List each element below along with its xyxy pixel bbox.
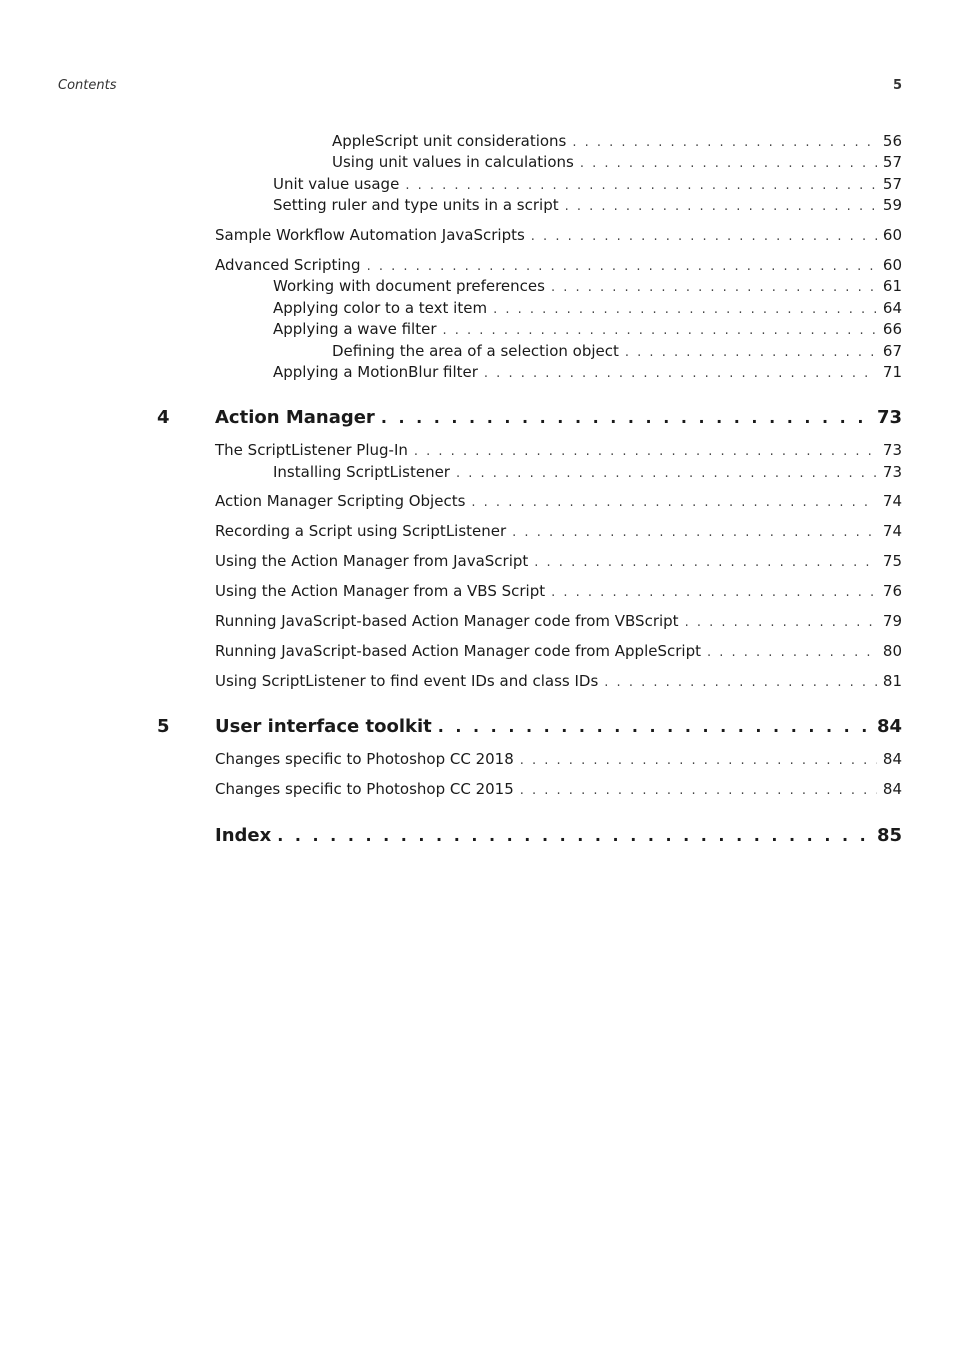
toc-entry-title: AppleScript unit considerations [332, 132, 567, 150]
toc-entry[interactable] [215, 671, 902, 691]
toc-entry-title: Setting ruler and type units in a script [273, 196, 559, 214]
toc-entry-page-number: 64 [882, 299, 902, 317]
running-header-page-number: 5 [892, 78, 902, 93]
toc-entry-page-number: 73 [882, 463, 902, 481]
dot-leader [471, 493, 877, 513]
dot-leader [405, 176, 877, 196]
toc-entry-title: Action Manager [215, 407, 375, 428]
toc-entry[interactable] [215, 581, 902, 601]
dot-leader [580, 154, 877, 174]
toc-entry[interactable] [273, 298, 902, 318]
dot-leader [512, 523, 877, 543]
toc-entry[interactable] [215, 225, 902, 245]
toc-entry-title: Defining the area of a selection object [332, 342, 619, 360]
toc-entry-page-number: 84 [882, 780, 902, 798]
toc-entry-title: Sample Workflow Automation JavaScripts [215, 226, 525, 244]
toc-entry-title: Running JavaScript-based Action Manager code from AppleScript [215, 642, 701, 660]
dot-leader [551, 583, 877, 603]
dot-leader [520, 781, 877, 801]
toc-entry-page-number: 67 [882, 342, 902, 360]
toc-entry[interactable] [215, 521, 902, 541]
toc-entry-title: Applying color to a text item [273, 299, 488, 317]
dot-leader [414, 442, 877, 462]
dot-leader [534, 553, 877, 573]
toc-entry[interactable] [273, 174, 902, 194]
toc-entry-page-number: 74 [882, 522, 902, 540]
toc-entry-page-number: 73 [876, 407, 902, 428]
toc-entry[interactable] [332, 131, 902, 151]
dot-leader [493, 300, 877, 320]
toc-entry[interactable] [215, 491, 902, 511]
dot-leader [456, 464, 877, 484]
toc-entry[interactable] [215, 611, 902, 631]
toc-entry[interactable] [273, 362, 902, 382]
toc-entry-page-number: 84 [876, 716, 902, 737]
dot-leader [443, 321, 877, 341]
toc-entry-page-number: 73 [882, 441, 902, 459]
toc-entry[interactable] [215, 551, 902, 571]
toc-entry[interactable] [215, 779, 902, 799]
toc-entry-title: Applying a wave filter [273, 320, 437, 338]
toc-entry[interactable] [215, 440, 902, 460]
toc-entry[interactable] [273, 319, 902, 339]
toc-entry-page-number: 61 [882, 277, 902, 295]
toc-entry-title: Installing ScriptListener [273, 463, 450, 481]
dot-leader [381, 406, 871, 430]
toc-chapter-entry[interactable] [215, 824, 902, 848]
toc-entry-page-number: 80 [882, 642, 902, 660]
dot-leader [438, 715, 871, 739]
toc-entry-page-number: 59 [882, 196, 902, 214]
toc-entry-title: User interface toolkit [215, 716, 432, 737]
dot-leader [277, 824, 871, 848]
toc-entry-title: Using the Action Manager from JavaScript [215, 552, 529, 570]
toc-entry-page-number: 74 [882, 492, 902, 510]
toc-entry-page-number: 56 [882, 132, 902, 150]
toc-entry-title: Using the Action Manager from a VBS Script [215, 582, 546, 600]
dot-leader [707, 643, 877, 663]
toc-entry-title: Advanced Scripting [215, 256, 361, 274]
toc-entry-page-number: 81 [882, 672, 902, 690]
page-header [58, 78, 902, 96]
toc-entry-title: Using ScriptListener to find event IDs and class IDs [215, 672, 599, 690]
toc-chapter-entry[interactable] [215, 406, 902, 430]
toc-entry-page-number: 75 [882, 552, 902, 570]
toc-chapter-entry[interactable] [215, 715, 902, 739]
toc-entry-page-number: 57 [882, 153, 902, 171]
toc-entry[interactable] [273, 195, 902, 215]
dot-leader [484, 364, 877, 384]
toc-entry-title: Recording a Script using ScriptListener [215, 522, 507, 540]
toc-entry-title: Index [215, 825, 272, 846]
toc-entry-title: Applying a MotionBlur filter [273, 363, 478, 381]
toc-entry-page-number: 76 [882, 582, 902, 600]
toc-entry-page-number: 84 [882, 750, 902, 768]
toc-entry[interactable] [215, 641, 902, 661]
toc-entry-title: Using unit values in calculations [332, 153, 574, 171]
dot-leader [565, 197, 877, 217]
dot-leader [572, 133, 877, 153]
toc-entry-page-number: 71 [882, 363, 902, 381]
toc-entry[interactable] [332, 341, 902, 361]
toc-entry-title: Action Manager Scripting Objects [215, 492, 466, 510]
toc-entry-title: Running JavaScript-based Action Manager code from VBScript [215, 612, 679, 630]
dot-leader [604, 673, 877, 693]
toc-entry-page-number: 60 [882, 226, 902, 244]
toc-entry-title: The ScriptListener Plug-In [215, 441, 408, 459]
chapter-number: 5 [157, 716, 170, 737]
toc-entry[interactable] [273, 276, 902, 296]
toc-entry-title: Changes specific to Photoshop CC 2018 [215, 750, 514, 768]
toc-entry[interactable] [332, 152, 902, 172]
dot-leader [685, 613, 877, 633]
toc-entry-title: Unit value usage [273, 175, 400, 193]
toc-entry-page-number: 66 [882, 320, 902, 338]
toc-entry[interactable] [215, 749, 902, 769]
toc-entry[interactable] [215, 255, 902, 275]
dot-leader [367, 257, 877, 277]
toc-entry-page-number: 60 [882, 256, 902, 274]
dot-leader [625, 343, 877, 363]
toc-entry-page-number: 85 [876, 825, 902, 846]
dot-leader [531, 227, 877, 247]
dot-leader [520, 751, 877, 771]
toc-entry[interactable] [273, 462, 902, 482]
chapter-number: 4 [157, 407, 170, 428]
dot-leader [551, 278, 877, 298]
toc-entry-page-number: 79 [882, 612, 902, 630]
running-header-title: Contents [58, 78, 117, 93]
toc-entry-title: Working with document preferences [273, 277, 545, 295]
toc-entry-title: Changes specific to Photoshop CC 2015 [215, 780, 514, 798]
toc-entry-page-number: 57 [882, 175, 902, 193]
